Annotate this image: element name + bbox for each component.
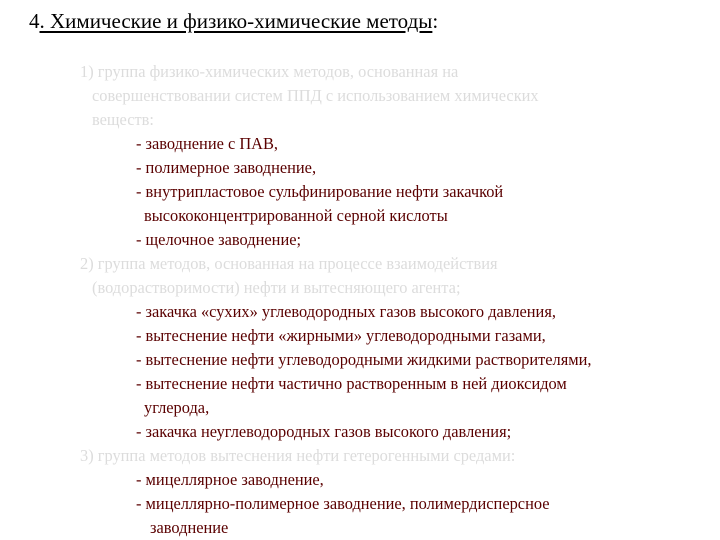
list-item: - вытеснение нефти «жирными» углеводородными газами, <box>136 326 546 345</box>
title-underlined: . Химические и физико-химические методы <box>39 9 433 33</box>
group-3-heading-line-1: 3) группа методов вытеснения нефти гетерогенными средами: <box>80 446 516 465</box>
group-1-heading-line-2: совершенствовании систем ППД с использованием химических <box>92 86 539 105</box>
list-item: - мицеллярное заводнение, <box>136 470 324 489</box>
list-item-continuation: заводнение <box>150 518 229 537</box>
list-item: - заводнение с ПАВ, <box>136 134 279 153</box>
slide-title <box>29 8 438 34</box>
title-prefix: 4 <box>29 9 40 33</box>
list-item-continuation: высококонцентрированной серной кислоты <box>144 206 448 225</box>
list-item: - полимерное заводнение, <box>136 158 317 177</box>
list-item: - закачка неуглеводородных газов высокого давления; <box>136 422 512 441</box>
group-2-heading-line-2: (водорастворимости) нефти и вытесняющего агента; <box>92 278 461 297</box>
list-item: - закачка «сухих» углеводородных газов высокого давления, <box>136 302 556 321</box>
list-item: - вытеснение нефти углеводородными жидкими растворителями, <box>136 350 592 369</box>
list-item: - внутрипластовое сульфинирование нефти закачкой <box>136 182 504 201</box>
list-item: - вытеснение нефти частично растворенным в ней диоксидом <box>136 374 567 393</box>
list-item-continuation: углерода, <box>144 398 210 417</box>
group-1-heading-line-1: 1) группа физико-химических методов, основанная на <box>80 62 459 81</box>
title-suffix: : <box>432 9 439 33</box>
list-item: - мицеллярно-полимерное заводнение, полимердисперсное <box>136 494 550 513</box>
group-2-heading-line-1: 2) группа методов, основанная на процессе взаимодействия <box>80 254 498 273</box>
group-1-heading-line-3: веществ: <box>92 110 154 129</box>
list-item: - щелочное заводнение; <box>136 230 302 249</box>
